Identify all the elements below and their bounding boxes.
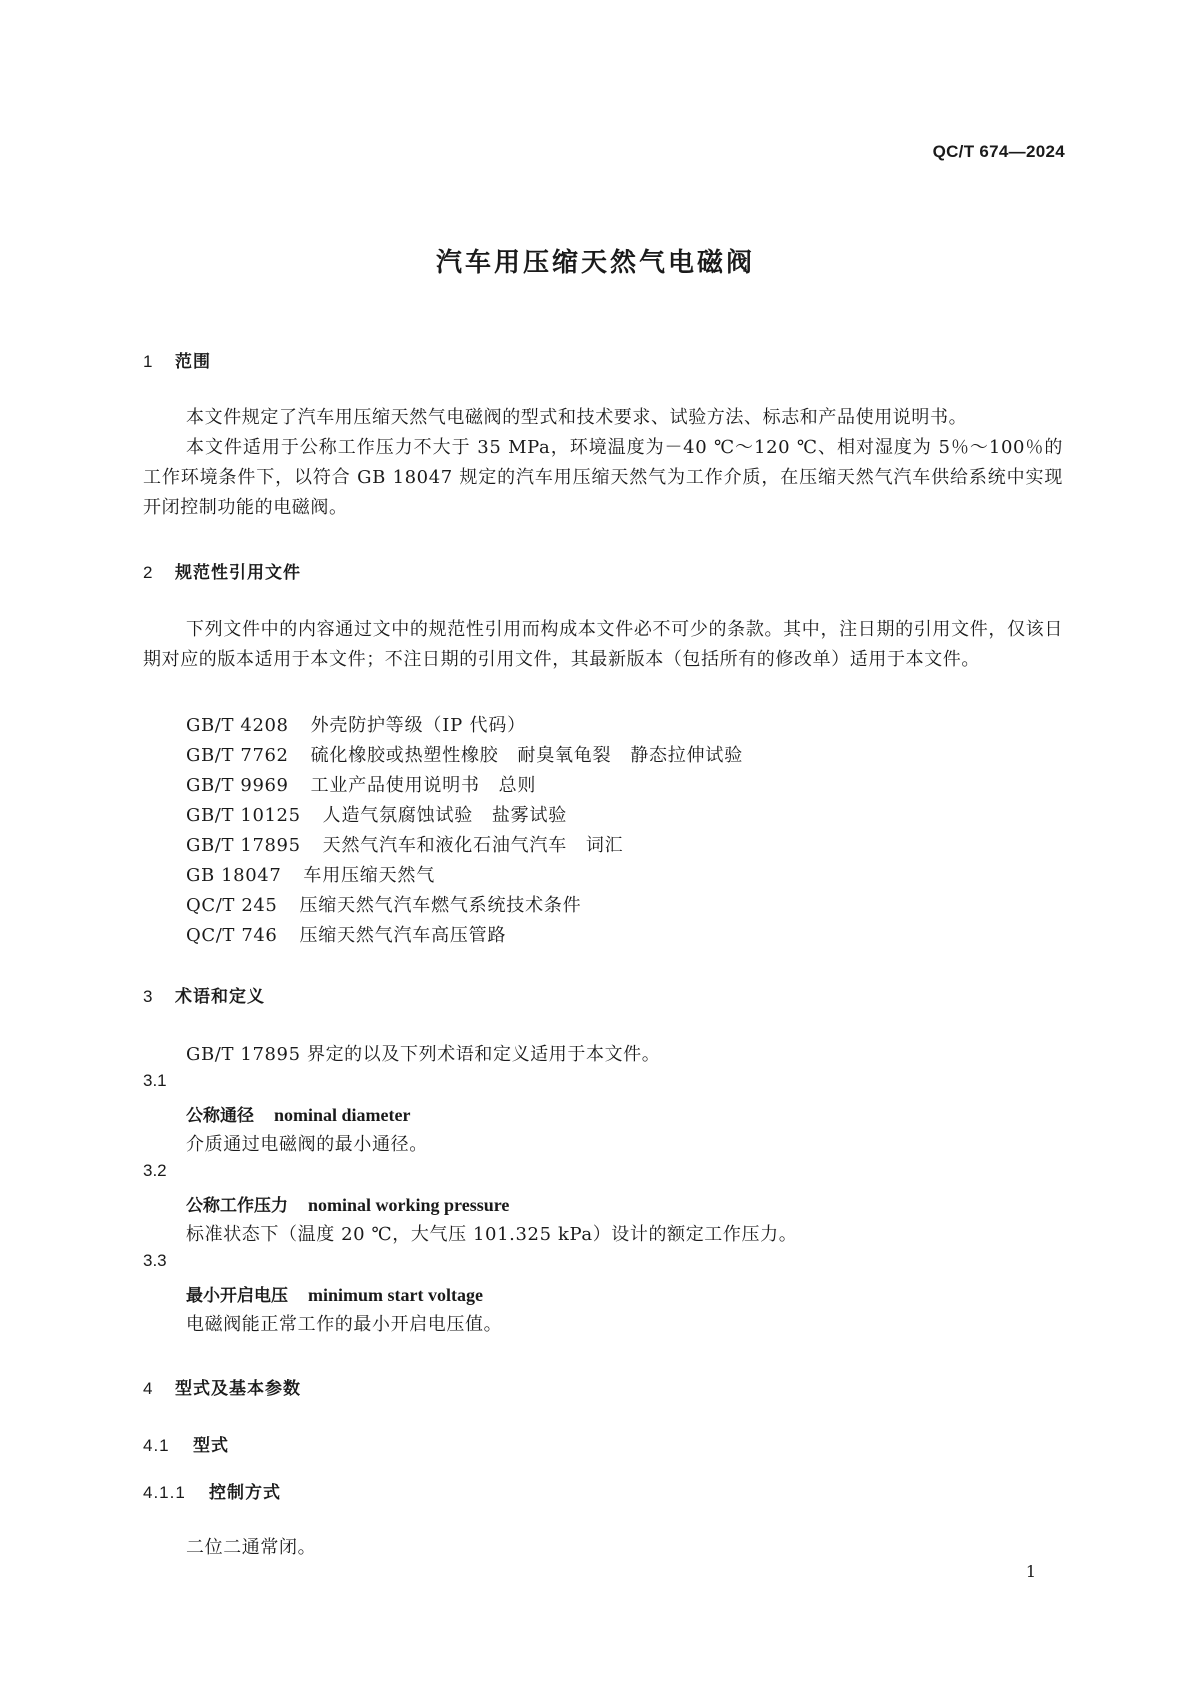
paragraph: 本文件规定了汽车用压缩天然气电磁阀的型式和技术要求、试验方法、标志和产品使用说明书。 bbox=[186, 407, 968, 428]
section-3-heading bbox=[143, 982, 265, 1007]
term-definition: 电磁阀能正常工作的最小开启电压值。 bbox=[186, 1314, 503, 1335]
reference-code: QC/T 245 bbox=[186, 895, 278, 916]
section-number: 4.1.1 bbox=[143, 1483, 186, 1502]
term-number: 3.1 bbox=[143, 1071, 167, 1090]
paragraph: 本文件适用于公称工作压力不大于 35 MPa，环境温度为－40 ℃～120 ℃、相对湿度为 5％～100％的工作环境条件下，以符合 GB 18047 规定的汽车用压缩天然气为工作介质，在压缩天然气汽车供给系统中实现开闭控制功能的电磁阀。 bbox=[143, 437, 1063, 518]
section-number: 1 bbox=[143, 352, 154, 371]
subsection-4-1-heading bbox=[143, 1431, 229, 1456]
reference-code: GB 18047 bbox=[186, 865, 282, 886]
term-definition: 介质通过电磁阀的最小通径。 bbox=[186, 1134, 428, 1155]
section-number: 4.1 bbox=[143, 1436, 170, 1455]
term-en: nominal working pressure bbox=[308, 1195, 510, 1215]
section-title: 术语和定义 bbox=[175, 987, 265, 1007]
reference-code: GB/T 9969 bbox=[186, 775, 289, 796]
document-title: 汽车用压缩天然气电磁阀 bbox=[435, 248, 755, 278]
reference-code: QC/T 746 bbox=[186, 925, 278, 946]
reference-title: 外壳防护等级（IP 代码） bbox=[310, 715, 526, 736]
term-heading bbox=[186, 1281, 483, 1306]
paragraph: 二位二通常闭。 bbox=[186, 1537, 317, 1558]
term-en: minimum start voltage bbox=[308, 1285, 483, 1305]
reference-code: GB/T 10125 bbox=[186, 805, 301, 826]
term-heading bbox=[186, 1191, 509, 1216]
section-1-heading bbox=[143, 347, 211, 372]
reference-code: GB/T 7762 bbox=[186, 745, 289, 766]
reference-code: GB/T 4208 bbox=[186, 715, 289, 736]
reference-item bbox=[186, 801, 567, 827]
section-number: 2 bbox=[143, 563, 154, 582]
reference-title: 硫化橡胶或热塑性橡胶 耐臭氧龟裂 静态拉伸试验 bbox=[310, 745, 744, 766]
reference-title: 人造气氛腐蚀试验 盐雾试验 bbox=[322, 805, 568, 826]
paragraph: GB/T 17895 界定的以及下列术语和定义适用于本文件。 bbox=[186, 1044, 661, 1065]
reference-item bbox=[186, 771, 536, 797]
reference-title: 工业产品使用说明书 总则 bbox=[310, 775, 537, 796]
reference-item bbox=[186, 711, 526, 737]
reference-item bbox=[186, 861, 435, 887]
section-title: 型式及基本参数 bbox=[175, 1379, 301, 1399]
term-zh: 公称通径 bbox=[186, 1106, 254, 1126]
section-number: 4 bbox=[143, 1379, 154, 1398]
paragraph: 下列文件中的内容通过文中的规范性引用而构成本文件必不可少的条款。其中，注日期的引用文件，仅该日期对应的版本适用于本文件；不注日期的引用文件，其最新版本（包括所有的修改单）适用于本文件。 bbox=[143, 619, 1063, 670]
section-4-heading bbox=[143, 1374, 301, 1399]
reference-item bbox=[186, 831, 623, 857]
term-number: 3.2 bbox=[143, 1161, 167, 1180]
section-title: 型式 bbox=[193, 1436, 229, 1456]
reference-title: 压缩天然气汽车高压管路 bbox=[299, 925, 507, 946]
reference-item bbox=[186, 921, 506, 947]
standard-id: QC/T 674—2024 bbox=[932, 142, 1065, 161]
reference-code: GB/T 17895 bbox=[186, 835, 301, 856]
section-title: 范围 bbox=[175, 352, 211, 372]
reference-title: 天然气汽车和液化石油气汽车 词汇 bbox=[322, 835, 624, 856]
term-number: 3.3 bbox=[143, 1251, 167, 1270]
term-definition: 标准状态下（温度 20 ℃，大气压 101.325 kPa）设计的额定工作压力。 bbox=[186, 1224, 798, 1245]
reference-title: 车用压缩天然气 bbox=[303, 865, 435, 886]
section-number: 3 bbox=[143, 987, 154, 1006]
term-heading bbox=[186, 1101, 411, 1126]
term-zh: 公称工作压力 bbox=[186, 1196, 288, 1216]
term-en: nominal diameter bbox=[274, 1105, 411, 1125]
subsection-4-1-1-heading bbox=[143, 1478, 281, 1503]
page-number: 1 bbox=[1025, 1562, 1036, 1581]
section-title: 规范性引用文件 bbox=[175, 563, 301, 583]
section-title: 控制方式 bbox=[209, 1483, 281, 1503]
reference-title: 压缩天然气汽车燃气系统技术条件 bbox=[299, 895, 582, 916]
reference-item bbox=[186, 891, 581, 917]
reference-item bbox=[186, 741, 743, 767]
section-2-heading bbox=[143, 558, 301, 583]
term-zh: 最小开启电压 bbox=[186, 1286, 288, 1306]
